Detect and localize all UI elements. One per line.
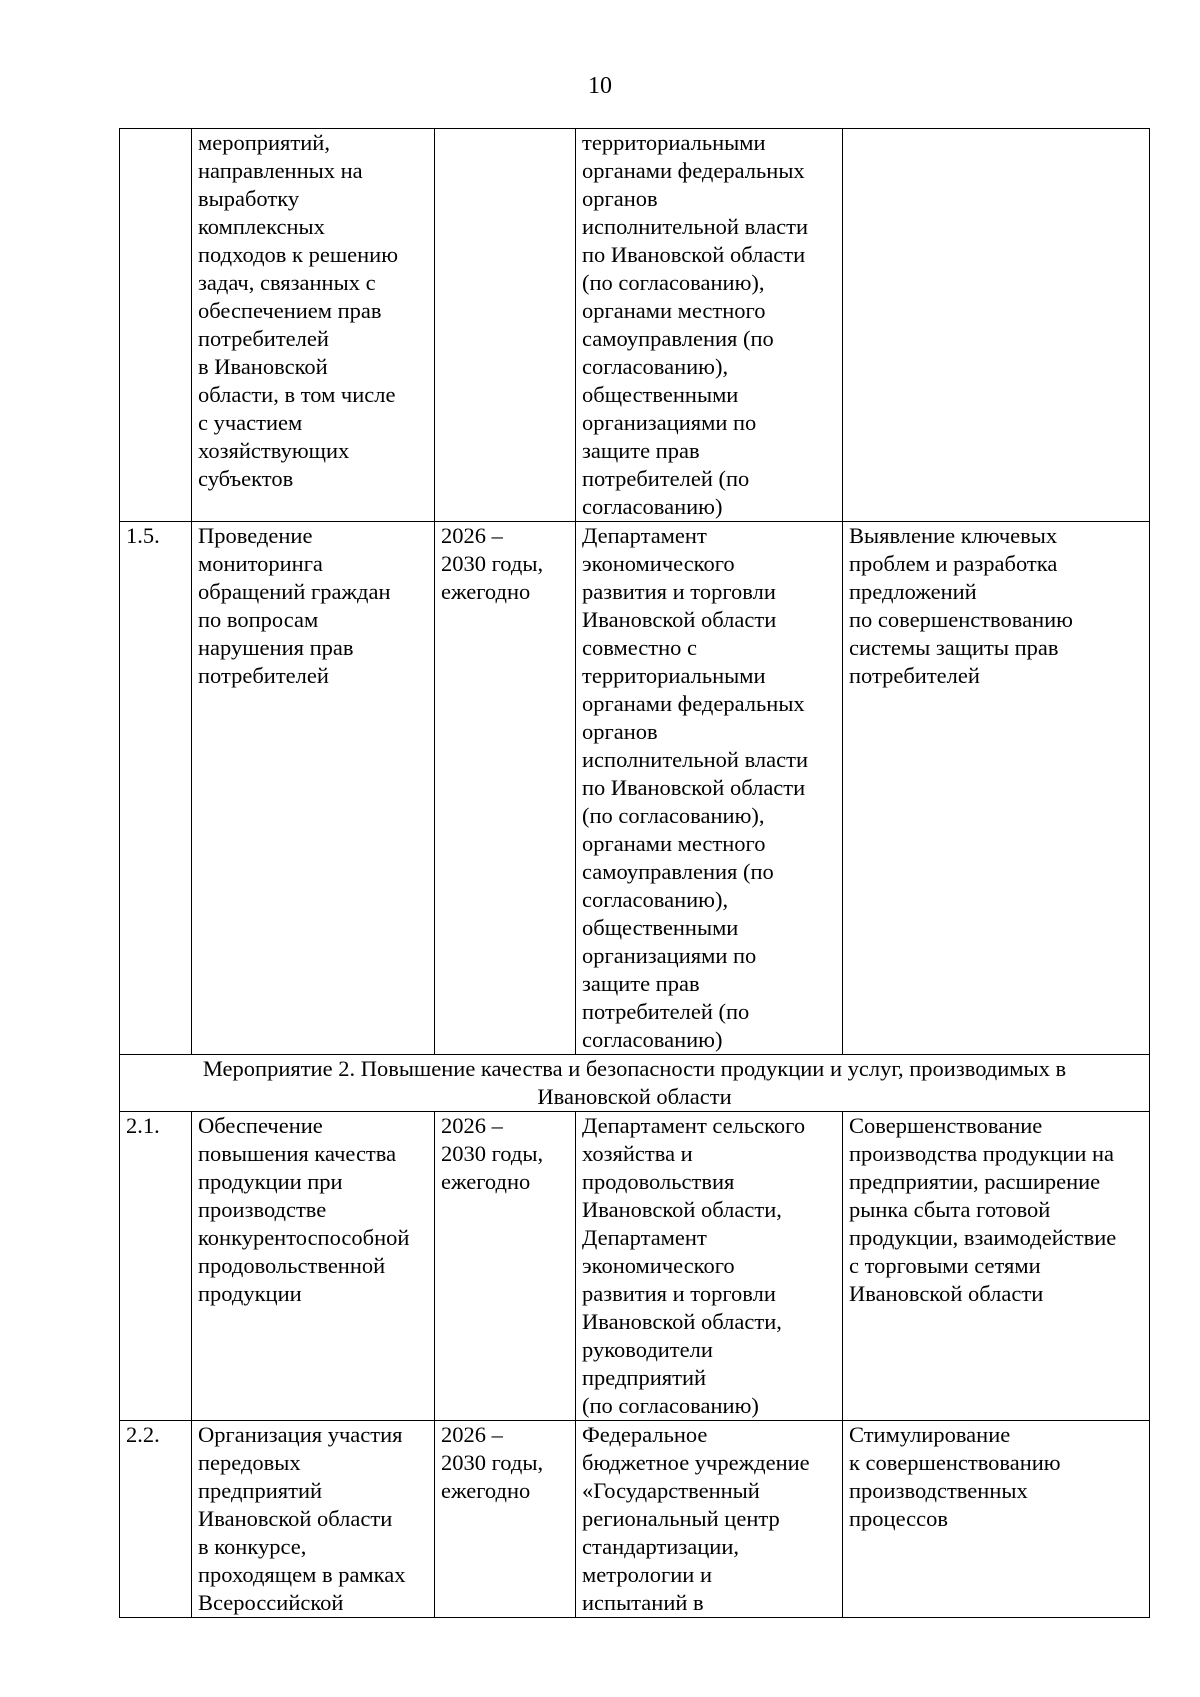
cell-responsible: Департамент экономического развития и торговли Ивановской области совместно с территориальными органами федеральных органов исполнительной власти по Ивановской области (по согласованию), органами местного самоуправления (по согласованию), общественными организациями по защите прав потребителей (по согласованию) — [576, 522, 843, 1055]
cell-responsible: Департамент сельского хозяйства и продовольствия Ивановской области, Департамент экономического развития и торговли Ивановской области, руководители предприятий (по согласованию) — [576, 1112, 843, 1421]
cell-number: 1.5. — [120, 522, 192, 1055]
cell-number — [120, 129, 192, 522]
page-number: 10 — [588, 73, 612, 99]
activities-table — [119, 128, 1150, 1618]
cell-result: Совершенствование производства продукции на предприятии, расширение рынка сбыта готовой продукции, взаимодействие с торговыми сетями Ивановской области — [843, 1112, 1150, 1421]
cell-responsible: территориальными органами федеральных органов исполнительной власти по Ивановской области (по согласованию), органами местного самоуправления (по согласованию), общественными организациями по защите прав потребителей (по согласованию) — [576, 129, 843, 522]
cell-term: 2026 – 2030 годы, ежегодно — [435, 1421, 576, 1618]
cell-activity-name: Обеспечение повышения качества продукции при производстве конкурентоспособной продовольственной продукции — [192, 1112, 435, 1421]
table-row — [120, 1421, 1150, 1618]
cell-term: 2026 – 2030 годы, ежегодно — [435, 1112, 576, 1421]
cell-activity-name: мероприятий, направленных на выработку комплексных подходов к решению задач, связанных с обеспечением прав потребителей в Ивановской области, в том числе с участием хозяйствующих субъектов — [192, 129, 435, 522]
cell-result — [843, 129, 1150, 522]
table-row — [120, 129, 1150, 522]
cell-result: Выявление ключевых проблем и разработка предложений по совершенствованию системы защиты прав потребителей — [843, 522, 1150, 1055]
cell-term: 2026 – 2030 годы, ежегодно — [435, 522, 576, 1055]
table-row — [120, 1112, 1150, 1421]
cell-responsible: Федеральное бюджетное учреждение «Государственный региональный центр стандартизации, метрологии и испытаний в — [576, 1421, 843, 1618]
cell-number: 2.1. — [120, 1112, 192, 1421]
cell-number: 2.2. — [120, 1421, 192, 1618]
cell-term — [435, 129, 576, 522]
cell-result: Стимулирование к совершенствованию производственных процессов — [843, 1421, 1150, 1618]
cell-activity-name: Организация участия передовых предприятий Ивановской области в конкурсе, проходящем в рамках Всероссийской — [192, 1421, 435, 1618]
section-title: Мероприятие 2. Повышение качества и безопасности продукции и услуг, производимых в Ивановской области — [120, 1055, 1150, 1112]
table-row — [120, 522, 1150, 1055]
cell-activity-name: Проведение мониторинга обращений граждан по вопросам нарушения прав потребителей — [192, 522, 435, 1055]
section-header-row — [120, 1055, 1150, 1112]
